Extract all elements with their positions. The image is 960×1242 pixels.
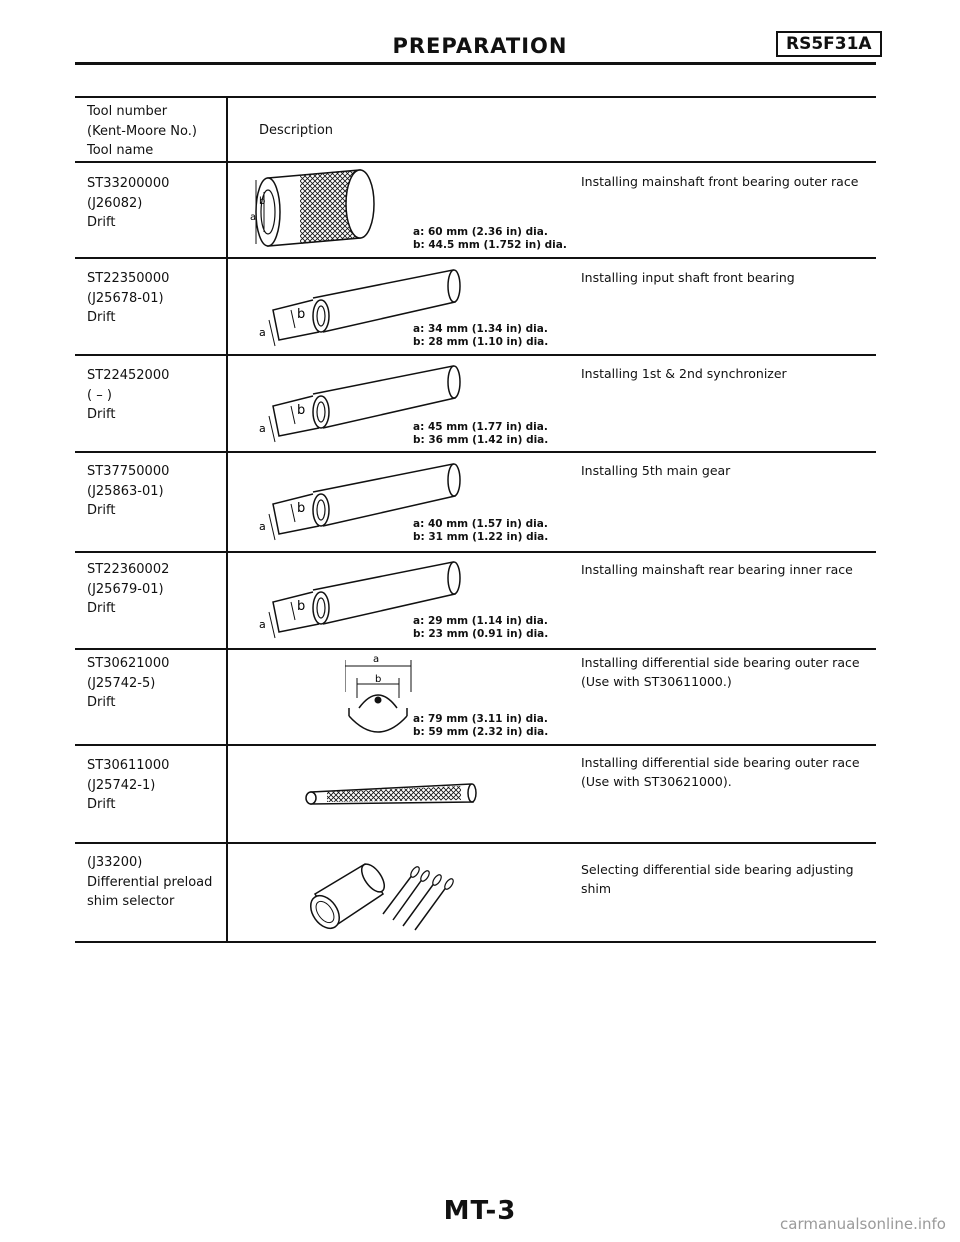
- dimension-a: a: 79 mm (3.11 in) dia.: [413, 713, 548, 725]
- dimension-labels: [413, 226, 567, 251]
- usage-line: Installing 5th main gear: [581, 463, 731, 478]
- dimension-b: b: 28 mm (1.10 in) dia.: [413, 335, 549, 348]
- row-separator: [75, 161, 876, 163]
- watermark: carmanualsonline.info: [780, 1215, 946, 1233]
- tool-name: Drift: [87, 215, 116, 230]
- dimension-labels: [413, 323, 548, 348]
- dimension-a: a: 34 mm (1.34 in) dia.: [413, 323, 548, 335]
- dimension-a: a: 60 mm (2.36 in) dia.: [413, 226, 548, 238]
- tool-name: Drift: [87, 601, 116, 616]
- tool-number: ST22350000: [87, 271, 170, 286]
- dimension-labels: [413, 615, 548, 640]
- usage-line: (Use with ST30621000).: [581, 774, 732, 789]
- tool-number: ST30611000: [87, 758, 170, 773]
- table-bottom-rule: [75, 941, 876, 943]
- tool-number: ST30621000: [87, 656, 170, 671]
- tool-row-1: [87, 174, 169, 233]
- tool-number: ST22452000: [87, 368, 170, 383]
- column-divider: [226, 96, 228, 943]
- dimension-a: a: 29 mm (1.14 in) dia.: [413, 615, 548, 627]
- header-tool-name: Tool name: [87, 143, 154, 158]
- tool-row-4: [87, 462, 169, 521]
- kent-moore-number: ( – ): [87, 387, 112, 403]
- row-separator: [75, 451, 876, 453]
- svg-text:a: a: [259, 520, 266, 533]
- tool-row-3: [87, 366, 169, 425]
- dimension-b: b: 31 mm (1.22 in) dia.: [413, 530, 549, 543]
- usage-line: Installing input shaft front bearing: [581, 270, 795, 285]
- dimension-a: a: 45 mm (1.77 in) dia.: [413, 421, 548, 433]
- tool-row-6: [87, 654, 169, 713]
- tool-usage: [581, 172, 871, 191]
- kent-moore-number: (J33200): [87, 855, 143, 870]
- dimension-b: b: 59 mm (2.32 in) dia.: [413, 725, 549, 738]
- svg-text:b: b: [297, 307, 306, 322]
- usage-line: Selecting differential side bearing adjusting shim: [581, 862, 854, 896]
- kent-moore-number: (J25863-01): [87, 483, 164, 499]
- tool-name: Drift: [87, 407, 116, 422]
- row-separator: [75, 354, 876, 356]
- tool-usage: [581, 560, 871, 579]
- tool-name: Drift: [87, 695, 116, 710]
- tool-usage: [581, 860, 871, 898]
- usage-line: Installing mainshaft front bearing outer race: [581, 174, 859, 189]
- tool-usage: [581, 364, 871, 383]
- tool-usage: [581, 268, 871, 287]
- tool-row-7: [87, 756, 169, 815]
- dimension-labels: [413, 713, 548, 738]
- dimension-b: b: 23 mm (0.91 in) dia.: [413, 627, 549, 640]
- svg-text:b: b: [259, 196, 266, 207]
- title-rule: [75, 62, 876, 65]
- row-separator: [75, 744, 876, 746]
- svg-text:a: a: [259, 618, 266, 631]
- dimension-b: b: 36 mm (1.42 in) dia.: [413, 433, 549, 446]
- cylinder-drift-icon: [250, 166, 390, 250]
- tool-row-8: [87, 853, 227, 912]
- header-kent-moore: (Kent-Moore No.): [87, 123, 197, 139]
- usage-line: (Use with ST30611000.): [581, 674, 732, 689]
- svg-text:a: a: [373, 654, 380, 665]
- tool-row-5: [87, 560, 169, 619]
- tool-name: Drift: [87, 310, 116, 325]
- description-column-header: Description: [259, 123, 334, 138]
- kent-moore-number: (J25742-1): [87, 777, 156, 793]
- kent-moore-number: (J25678-01): [87, 290, 164, 306]
- svg-text:b: b: [297, 501, 306, 516]
- usage-line: Installing differential side bearing outer race: [581, 755, 860, 770]
- tool-name: Drift: [87, 797, 116, 812]
- row-separator: [75, 257, 876, 259]
- page-title: PREPARATION: [392, 34, 568, 58]
- kent-moore-number: (J25679-01): [87, 581, 164, 597]
- usage-line: Installing 1st & 2nd synchronizer: [581, 366, 787, 381]
- tool-number: ST33200000: [87, 176, 170, 191]
- tool-table: [75, 96, 876, 943]
- tool-name: Drift: [87, 503, 116, 518]
- svg-text:a: a: [259, 326, 266, 339]
- tool-column-header: [87, 102, 197, 161]
- dimension-b: b: 44.5 mm (1.752 in) dia.: [413, 238, 567, 251]
- dimension-labels: [413, 421, 548, 446]
- kent-moore-number: (J26082): [87, 195, 143, 211]
- dimension-labels: [413, 518, 548, 543]
- tool-usage: [581, 653, 871, 691]
- svg-text:b: b: [297, 599, 306, 614]
- tool-row-2: [87, 269, 169, 328]
- row-separator: [75, 842, 876, 844]
- tool-name: Differential preload shim selector: [87, 874, 213, 909]
- svg-text:a: a: [250, 212, 257, 223]
- header-tool-number: Tool number: [87, 104, 168, 119]
- model-badge: RS5F31A: [776, 31, 882, 57]
- tool-number: ST37750000: [87, 464, 170, 479]
- usage-line: Installing mainshaft rear bearing inner race: [581, 562, 853, 577]
- tool-usage: [581, 753, 871, 791]
- tool-usage: [581, 461, 871, 480]
- knurled-handle-icon: [301, 780, 481, 810]
- shim-selector-icon: [295, 854, 465, 934]
- svg-text:b: b: [297, 403, 306, 418]
- row-separator: [75, 551, 876, 553]
- table-top-rule: [75, 96, 876, 98]
- page-number: MT-3: [443, 1196, 517, 1226]
- tool-number: ST22360002: [87, 562, 170, 577]
- svg-text:a: a: [259, 422, 266, 435]
- row-separator: [75, 648, 876, 650]
- svg-text:b: b: [375, 674, 382, 685]
- kent-moore-number: (J25742-5): [87, 675, 156, 691]
- usage-line: Installing differential side bearing outer race: [581, 655, 860, 670]
- dimension-a: a: 40 mm (1.57 in) dia.: [413, 518, 548, 530]
